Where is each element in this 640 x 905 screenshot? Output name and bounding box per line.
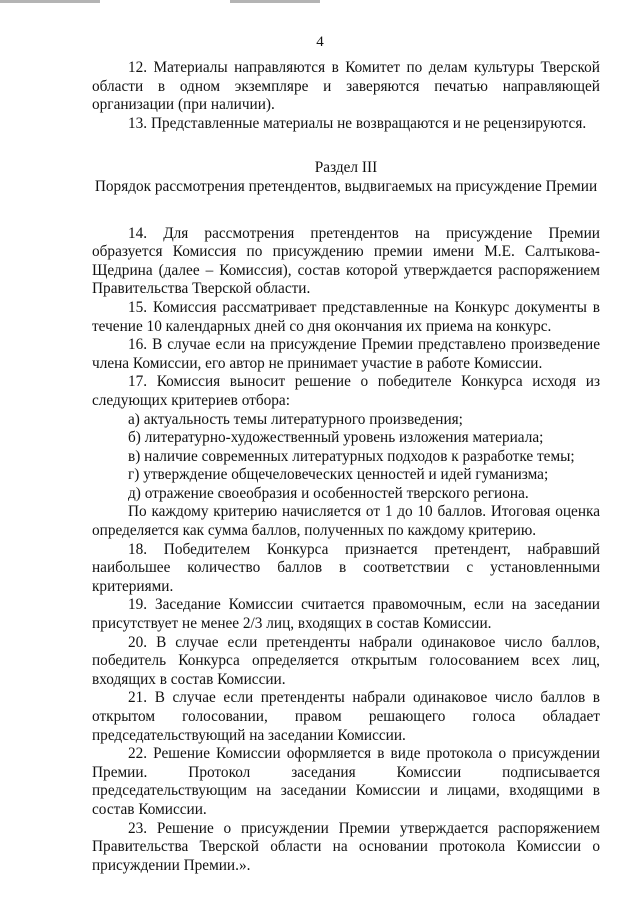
criterion-a: а) актуальность темы литературного произведения; [128,410,463,428]
document-body [92,59,600,875]
criterion-e: д) отражение своеобразия и особенностей тверского региона. [128,484,529,502]
section-title: Порядок рассмотрения претендентов, выдвигаемых на присуждение Премии [94,177,598,195]
paragraph-20: 20. В случае если претенденты набрали одинаковое число баллов, победитель Конкурса определяется открытым голосованием всех лиц, входящих в состав Комиссии. [92,633,600,688]
paragraph-12: 12. Материалы направляются в Комитет по делам культуры Тверской области в одном экземпляре и заверяются печатью направляющей организации (при наличии). [92,59,600,114]
page-number: 4 [316,34,324,50]
paragraph-13: 13. Представленные материалы не возвращаются и не рецензируются. [128,114,587,132]
paragraph-21: 21. В случае если претенденты набрали одинаковое число баллов в открытом голосовании, правом решающего голоса обладает председательствующий на заседании Комиссии. [92,689,600,744]
paragraph-18: 18. Победителем Конкурса признается претендент, набравший наибольшее количество баллов в соответствии с установленными критериями. [92,540,600,595]
paragraph-14: 14. Для рассмотрения претендентов на присуждение Премии образуется Комиссия по присуждению премии имени М.Е. Салтыкова-Щедрина (далее – Комиссия), состав которой утверждается распоряжением Правительства Тверской области. [92,224,600,298]
paragraph-22: 22. Решение Комиссии оформляется в виде протокола о присуждении Премии. Протокол заседания Комиссии подписывается председательствующим на заседании Комиссии и лицами, входящими в состав Комиссии. [92,745,600,818]
scan-edge-mark [0,0,100,3]
criterion-d: г) утверждение общечеловеческих ценностей и идей гуманизма; [128,466,549,484]
criterion-c: в) наличие современных литературных подходов к разработке темы; [128,447,575,465]
paragraph-17-scoring: По каждому критерию начисляется от 1 до 10 баллов. Итоговая оценка определяется как сумма баллов, полученных по каждому критерию. [92,503,600,540]
paragraph-17: 17. Комиссия выносит решение о победителе Конкурса исходя из следующих критериев отбора: [92,373,600,409]
criterion-b: б) литературно-художественный уровень изложения материала; [128,429,544,447]
paragraph-19: 19. Заседание Комиссии считается правомочным, если на заседании присутствует не менее 2/3 лиц, входящих в состав Комиссии. [92,596,600,633]
paragraph-16: 16. В случае если на присуждение Премии представлено произведение члена Комиссии, его автор не принимает участие в работе Комиссии. [92,336,600,372]
section-number: Раздел III [314,159,378,177]
paragraph-15: 15. Комиссия рассматривает представленные на Конкурс документы в течение 10 календарных дней со дня окончания их приема на конкурс. [92,298,600,335]
scan-edge-mark [230,0,320,3]
paragraph-23: 23. Решение о присуждении Премии утверждается распоряжением Правительства Тверской области на основании протокола Комиссии о присуждении Премии.». [92,819,600,874]
